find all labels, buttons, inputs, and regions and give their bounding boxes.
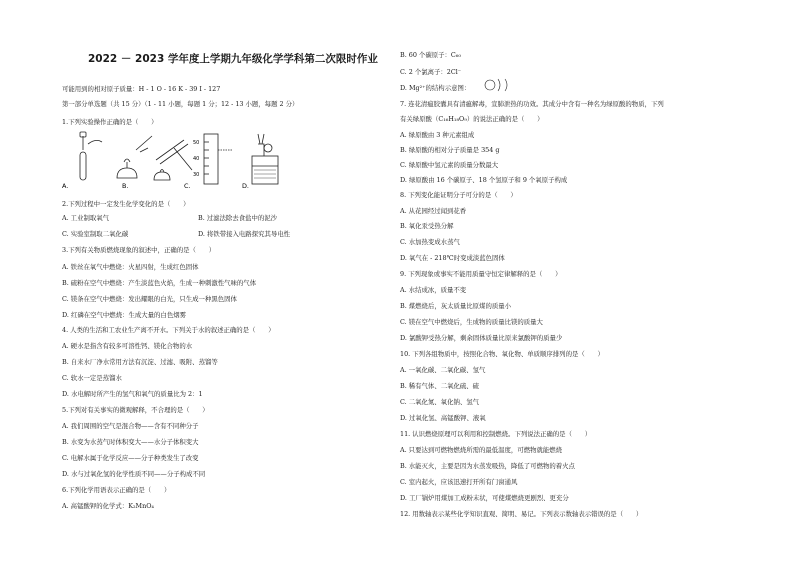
left-column <box>62 0 392 562</box>
q2-option-c: C. 实验室制取二氧化碳 <box>62 230 129 238</box>
option-c-heating-illustration <box>154 140 192 180</box>
q7-option-a: A. 绿原酸由 3 种元素组成 <box>400 131 475 139</box>
q3-option-d: D. 红磷在空气中燃烧：生成大量的白色烟雾 <box>62 311 186 319</box>
question-3: 3.下列有关物质燃烧现象的叙述中，正确的是（ ） <box>62 246 216 254</box>
graduated-cylinder-illustration <box>204 134 232 184</box>
q7-option-c: C. 绿原酸中氢元素的质量分数最大 <box>400 161 499 169</box>
question-11: 11. 认识燃烧原理可以利用和控制燃烧。下列说法正确的是（ ） <box>400 430 592 438</box>
q4-option-d: D. 水电解时所产生的氢气和氧气的质量比为 2：1 <box>62 390 203 398</box>
q11-option-d: D. 工厂锅炉用煤加工成粉末状，可使煤燃烧更剧烈、更充分 <box>400 494 569 502</box>
q5-option-c: C. 电解水属于化学反应——分子种类发生了改变 <box>62 454 199 462</box>
q4-option-a: A. 硬水是指含有较多可溶性钙、镁化合物的水 <box>62 342 193 350</box>
q10-option-a: A. 一氧化碳、二氧化碳、氢气 <box>400 366 486 374</box>
question-9: 9. 下列现象或事实不能用质量守恒定律解释的是（ ） <box>400 270 562 278</box>
page-title: 2022 － 2023 学年度上学期九年级化学学科第二次限时作业 <box>88 53 378 65</box>
question-6: 6.下列化学用语表示正确的是（ ） <box>62 486 171 494</box>
q2-option-d: D. 将铁带接入电路探究其导电性 <box>198 230 291 238</box>
q7-option-b: B. 绿原酸的相对分子质量是 354 g <box>400 146 500 154</box>
q1-apparatus-drawing <box>62 130 362 192</box>
q1-option-a-label: A. <box>62 182 69 190</box>
q5-option-b: B. 水变为水蒸气时体积变大——水分子体积变大 <box>62 438 199 446</box>
q2-option-a: A. 工业制取氧气 <box>62 214 110 222</box>
q9-option-a: A. 水结成冰，质量不变 <box>400 286 467 294</box>
right-column <box>400 0 780 562</box>
q4-option-c: C. 软水一定是蒸馏水 <box>62 374 122 382</box>
question-1: 1.下列实验操作正确的是（ ） <box>62 118 158 126</box>
q7-option-d: D. 绿原酸由 16 个碳原子、18 个氢原子和 9 个氧原子构成 <box>400 176 568 184</box>
q8-option-a: A. 从花园经过闻到花香 <box>400 207 467 215</box>
q1-option-b-label: B. <box>122 182 129 190</box>
option-b-alcohol-lamp-illustration <box>117 136 152 178</box>
q8-option-c: C. 水加热变成水蒸气 <box>400 238 460 246</box>
mg-ion-structure-svg <box>482 76 522 94</box>
q10-option-d: D. 过氧化氢、高锰酸钾、液氧 <box>400 414 486 422</box>
q3-option-c: C. 镁条在空气中燃烧：发出耀眼的白光，只生成一种黑色固体 <box>62 295 237 303</box>
question-7-line-1: 7. 连花清瘟胶囊具有清瘟解毒，宣肺泄热的功效。其成分中含有一种名为绿原酸的物质，下列 <box>400 100 664 108</box>
q1-option-c-label: C. <box>184 182 191 190</box>
atomic-mass-line: 可能用到的相对原子质量：H - 1 O - 16 K - 39 I - 127 <box>62 85 221 93</box>
q9-option-d: D. 氯酸钾受热分解，剩余固体质量比原来氯酸钾的质量少 <box>400 334 563 342</box>
q10-option-c: C. 二氧化氮、氧化钠、氢气 <box>400 398 480 406</box>
q5-option-a: A. 我们周围的空气是混合物——含有不同种分子 <box>62 422 199 430</box>
q8-option-b: B. 氧化汞受热分解 <box>400 222 454 230</box>
question-4: 4. 人类的生活和工农业生产离不开水。下列关于水的叙述正确的是（ ） <box>62 326 275 334</box>
question-2: 2.下列过程中一定发生化学变化的是（ ） <box>62 200 190 208</box>
q10-option-b: B. 稀有气体、二氧化硫、硫 <box>400 382 480 390</box>
question-10: 10. 下列各组物质中，按照化合物、氧化物、单质顺序排列的是（ ） <box>400 350 604 358</box>
cylinder-scale-30: 30 <box>193 172 200 178</box>
option-d-flask-illustration <box>252 134 278 184</box>
q8-option-d: D. 氧气在 - 218℃时变成淡蓝色固体 <box>400 254 505 262</box>
q4-option-b: B. 自来水厂净水常用方法有沉淀、过滤、吸附、蒸馏等 <box>62 358 218 366</box>
cylinder-scale-50: 50 <box>193 140 200 146</box>
q3-option-a: A. 铁丝在氧气中燃烧：火星四射，生成红色固体 <box>62 263 199 271</box>
mg-ion-structure-diagram <box>482 76 522 94</box>
q11-option-c: C. 室内起火，应该迅速打开所有门窗通风 <box>400 478 518 486</box>
part-one-heading: 第一部分单选题（共 15 分）（1 - 11 小题，每题 1 分；12 - 13 小题，每题 2 分） <box>62 100 299 108</box>
q6-option-c: C. 2 个氯离子：2Cl⁻ <box>400 68 462 76</box>
cylinder-scale-40: 40 <box>193 156 200 162</box>
q11-option-b: B. 水能灭火，主要是因为水蒸发吸热，降低了可燃物的着火点 <box>400 462 575 470</box>
q11-option-a: A. 只要达到可燃物燃烧所需的最低温度，可燃物就能燃烧 <box>400 446 563 454</box>
question-7-line-2: 有关绿原酸（C₁₆H₁₈O₉）的说法正确的是（ ） <box>400 115 544 123</box>
q6-option-a: A. 高锰酸钾的化学式：K₂MnO₄ <box>62 502 154 510</box>
q9-option-c: C. 镁在空气中燃烧后，生成物的质量比镁的质量大 <box>400 318 543 326</box>
q5-option-d: D. 水与过氧化氢的化学性质不同——分子构成不同 <box>62 470 206 478</box>
option-a-dropper-illustration <box>80 132 102 180</box>
q2-option-b: B. 过滤法除去食盐中的泥沙 <box>198 214 278 222</box>
q9-option-b: B. 煤燃烧后，灰太质量比原煤的质量小 <box>400 302 512 310</box>
question-12: 12. 用数轴表示某些化学知识直观、简明、易记。下列表示数轴表示错误的是（ ） <box>400 510 643 518</box>
question-8: 8. 下列变化能证明分子可分的是（ ） <box>400 191 517 199</box>
q6-option-b: B. 60 个碳原子：C₆₀ <box>400 51 461 59</box>
question-5: 5.下列对有关事实的微观解释，不合理的是（ ） <box>62 406 209 414</box>
q1-figures <box>62 130 362 192</box>
q3-option-b: B. 硫粉在空气中燃烧：产生淡蓝色火焰，生成一种刺激性气味的气体 <box>62 279 257 287</box>
q1-option-d-label: D. <box>242 182 249 190</box>
q6-option-d: D. Mg²⁺的结构示意图： <box>400 84 471 92</box>
